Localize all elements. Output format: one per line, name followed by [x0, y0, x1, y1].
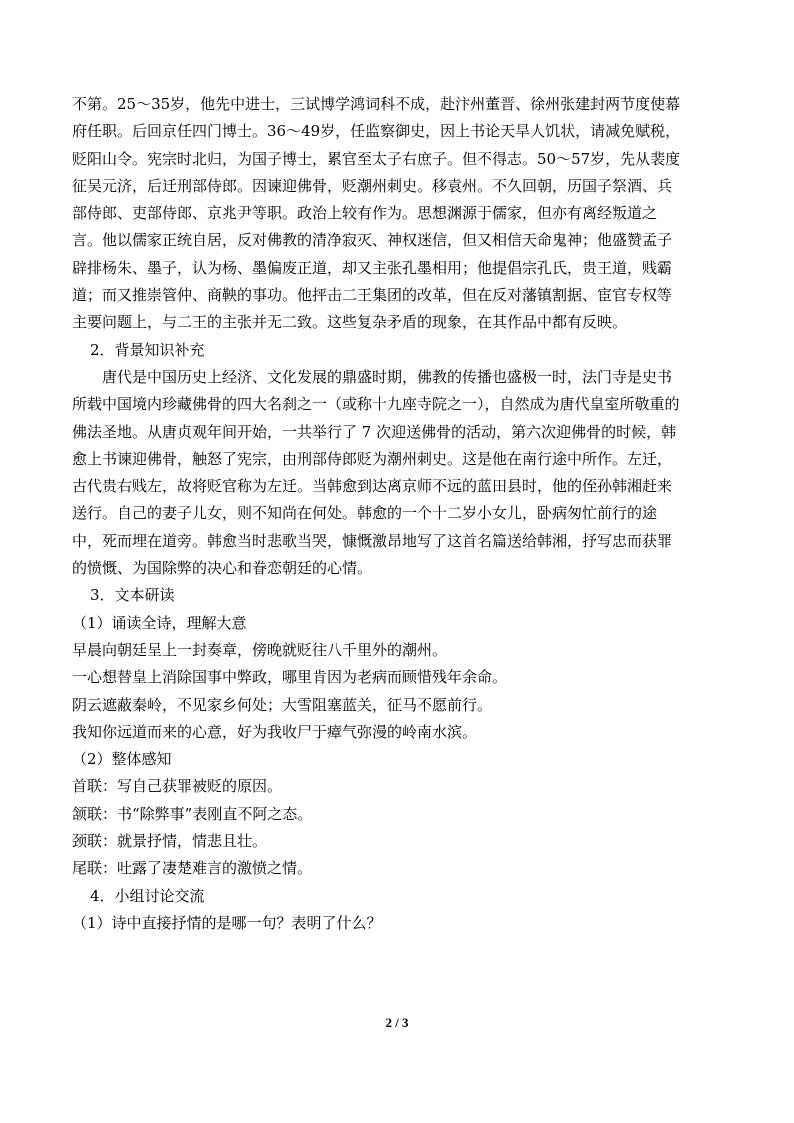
discussion-question-1: （1）诗中直接抒情的是哪一句？表明了什么？	[72, 913, 382, 932]
background-line-1: 唐代是中国历史上经济、文化发展的鼎盛时期，佛教的传播也盛极一时，法门寺是史书	[102, 367, 673, 386]
bio-line-1: 不第。25～35岁，他先中进士，三试博学鸿词科不成，赴汴州董晋、徐州张建封两节度使幕	[72, 95, 681, 113]
section-3-heading: 3．文本研读	[90, 586, 175, 605]
bio-line-2: 府任职。后回京任四门博士。36～49岁，任监察御史，因上书论天旱人饥状，请减免赋税，	[72, 122, 681, 141]
background-line-3: 佛法圣地。从唐贞观年间开始，一共举行了 7 次迎送佛骨的活动，第六次迎佛骨的时候，韩	[72, 422, 677, 441]
background-line-4: 愈上书谏迎佛骨，触怒了宪宗，由刑部侍郎贬为潮州刺史。这是他在南行途中所作。左迁，	[72, 449, 673, 468]
perception-line-4: 尾联：吐露了凄楚难言的激愤之情。	[72, 859, 313, 878]
bio-line-3: 贬阳山令。宪宗时北归，为国子博士，累官至太子右庶子。但不得志。50～57岁，先从裴度	[72, 149, 681, 168]
section-2-heading: 2．背景知识补充	[90, 340, 205, 359]
perception-line-3: 颈联：就景抒情，情悲且壮。	[72, 832, 268, 851]
background-line-8: 的愤慨、为国除弊的决心和眷恋朝廷的心情。	[72, 559, 373, 578]
bio-line-5: 部侍郎、吏部侍郎、京兆尹等职。政治上较有作为。思想渊源于儒家，但亦有离经叛道之	[72, 204, 658, 223]
translation-line-3: 阴云遮蔽秦岭，不见家乡何处；大雪阻塞蓝关，征马不愿前行。	[72, 695, 493, 714]
document-body	[72, 91, 724, 937]
translation-line-4: 我知你远道而来的心意，好为我收尸于瘴气弥漫的岭南水滨。	[72, 722, 478, 741]
bio-line-9: 主要问题上，与二王的主张并无二致。这些复杂矛盾的现象，在其作品中都有反映。	[72, 313, 628, 332]
subsection-1-heading: （1）诵读全诗，理解大意	[72, 613, 247, 632]
background-line-7: 中，死而埋在道旁。韩愈当时悲歌当哭，慷慨激昂地写了这首名篇送给韩湘，抒写忠而获罪	[72, 531, 673, 550]
background-line-5: 古代贵右贱左，故将贬官称为左迁。当韩愈到达离京师不远的蓝田县时，他的侄孙韩湘赶来	[72, 477, 673, 496]
page-number: 2 / 3	[385, 1015, 409, 1030]
bio-line-6: 言。他以儒家正统自居，反对佛教的清净寂灭、神权迷信，但又相信天命鬼神；他盛赞孟子	[72, 231, 673, 250]
perception-line-1: 首联：写自己获罪被贬的原因。	[72, 777, 283, 796]
perception-line-2: 颔联：书“除弊事”表刚直不阿之态。	[72, 804, 313, 823]
background-line-6: 送行。自己的妻子儿女，则不知尚在何处。韩愈的一个十二岁小女儿，卧病匆忙前行的途	[72, 504, 658, 523]
translation-line-2: 一心想替皇上消除国事中弊政，哪里肯因为老病而顾惜残年余命。	[72, 668, 508, 687]
bio-line-8: 道；而又推崇管仲、商鞅的事功。他抨击二王集团的改革，但在反对藩镇割据、宦官专权等	[72, 286, 673, 305]
translation-line-1: 早晨向朝廷呈上一封奏章，傍晚就贬往八千里外的潮州。	[72, 640, 448, 659]
background-line-2: 所载中国境内珍藏佛骨的四大名刹之一（或称十九座寺院之一），自然成为唐代皇室所敬重的	[72, 395, 680, 414]
subsection-2-heading: （2）整体感知	[72, 750, 172, 769]
bio-line-7: 辟排杨朱、墨子，认为杨、墨偏废正道，却又主张孔墨相用；他提倡宗孔氏，贵王道，贱霸	[72, 258, 673, 277]
bio-line-4: 征吴元济，后迁刑部侍郎。因谏迎佛骨，贬潮州刺史。移袁州。不久回朝，历国子祭酒、兵	[72, 176, 673, 195]
section-4-heading: 4．小组讨论交流	[90, 886, 205, 905]
